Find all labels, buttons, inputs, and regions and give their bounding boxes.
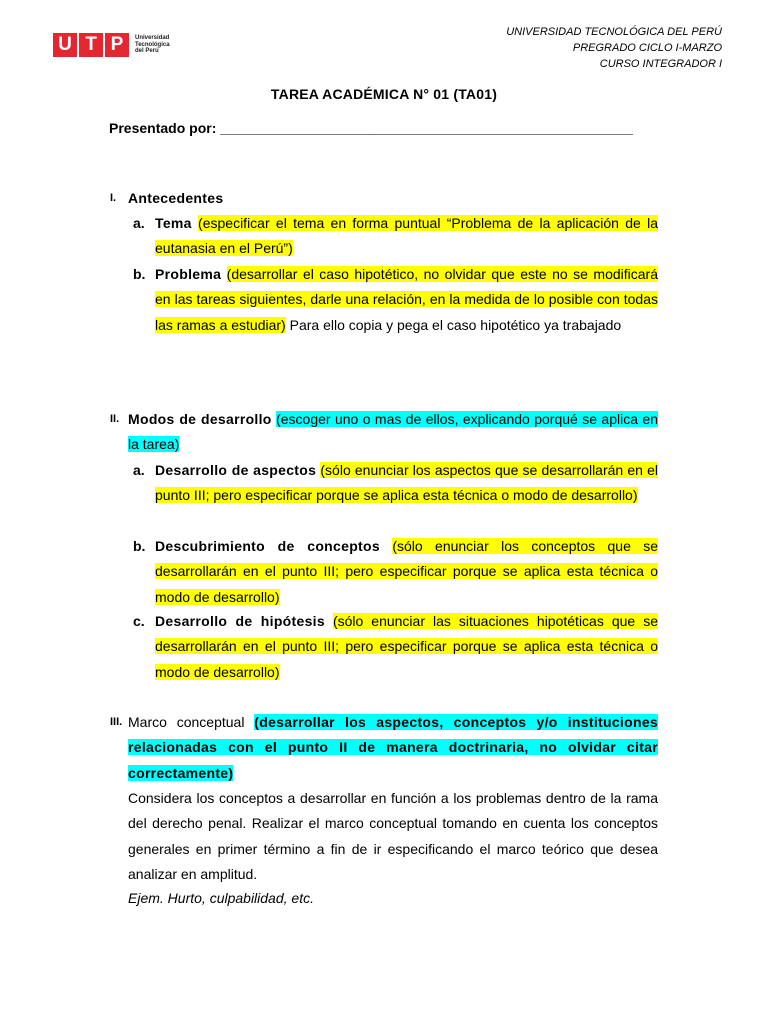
highlight-instruction: (sólo enunciar los aspectos que se desarrollarán en el punto III; pero especificar porque se aplica esta técnica o modo de desarrollo) xyxy=(155,462,659,504)
highlight-instruction: (desarrollar el caso hipotético, no olvidar que este no se modificará en las tareas siguientes, darle una relación, en la medida de lo posible con todas las ramas a estudiar) xyxy=(155,266,658,333)
highlight-instruction: (sólo enunciar los conceptos que se desarrollarán en el punto III; pero especificar porque se aplica esta técnica o modo de desarrollo) xyxy=(155,538,659,605)
section-3-paragraph: Considera los conceptos a desarrollar en función a los problemas dentro de la rama del derecho penal. Realizar el marco conceptual tomando en cuenta los conceptos generales en primer término a fin de ir especificando el marco teórico que desea analizar en amplitud. xyxy=(128,790,658,882)
section-number: II. xyxy=(110,413,120,425)
header-program: PREGRADO CICLO I-MARZO xyxy=(572,42,722,54)
item-label: Tema xyxy=(155,215,192,231)
highlight-instruction: (desarrollar los aspectos, conceptos y/o instituciones relacionadas con el punto II de manera doctrinaria, no olvidar citar correctamente) xyxy=(128,714,658,781)
section-title: Modos de desarrollo xyxy=(128,411,272,427)
presented-by-line: Presentado por: _____________________________________________________ xyxy=(109,120,633,136)
header-course: CURSO INTEGRADOR I xyxy=(599,58,722,70)
item-label: Descubrimiento de conceptos xyxy=(155,538,380,554)
item-label: Desarrollo de aspectos xyxy=(155,462,317,478)
header-university: UNIVERSIDAD TECNOLÓGICA DEL PERÚ xyxy=(506,26,722,38)
item-label: Problema xyxy=(155,266,222,282)
utp-logo xyxy=(53,33,170,57)
highlight-instruction: (escoger uno o mas de ellos, explicando porqué se aplica en la tarea) xyxy=(128,411,658,453)
section-number: I. xyxy=(110,192,117,204)
section-3-example: Ejem. Hurto, culpabilidad, etc. xyxy=(128,890,314,906)
section-title: Marco conceptual xyxy=(128,714,245,730)
utp-logo-blocks xyxy=(53,33,129,57)
item-label: Desarrollo de hipótesis xyxy=(155,613,325,629)
logo-letter-u: U xyxy=(53,33,77,57)
logo-letter-p: P xyxy=(105,33,129,57)
section-number: III. xyxy=(110,716,123,728)
logo-letter-t: T xyxy=(79,33,103,57)
highlight-instruction: (sólo enunciar las situaciones hipotéticas que se desarrollarán en el punto III; pero especificar porque se aplica esta técnica o modo de desarrollo) xyxy=(155,613,658,680)
item-text: Para ello copia y pega el caso hipotético ya trabajado xyxy=(289,316,622,333)
highlight-instruction: (especificar el tema en forma puntual “Problema de la aplicación de la eutanasia en el Perú”) xyxy=(155,215,659,257)
logo-text: Universidad Tecnológica del Perú xyxy=(135,35,170,55)
document-header xyxy=(506,24,722,72)
section-title: Antecedentes xyxy=(128,190,224,206)
page-title: TAREA ACADÉMICA N° 01 (TA01) xyxy=(270,86,498,102)
